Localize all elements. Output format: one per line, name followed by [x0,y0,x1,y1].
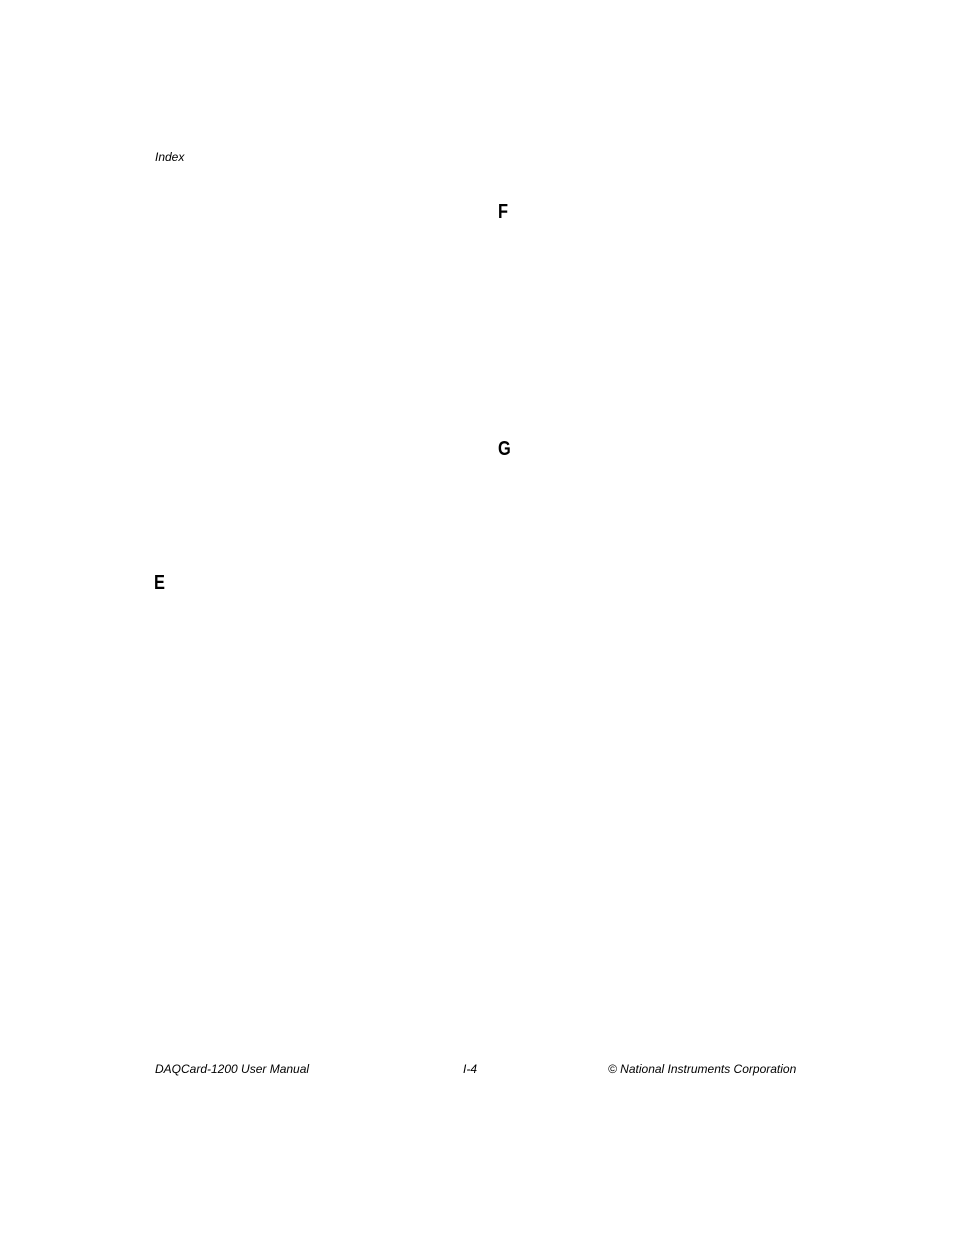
section-heading-e: E [154,572,165,594]
footer-page-number: I-4 [463,1062,478,1076]
footer-copyright: © National Instruments Corporation [608,1062,797,1076]
section-heading-f: F [498,201,509,223]
section-heading-g: G [498,438,511,460]
footer-manual-title: DAQCard-1200 User Manual [155,1062,310,1076]
running-head: Index [155,150,185,164]
